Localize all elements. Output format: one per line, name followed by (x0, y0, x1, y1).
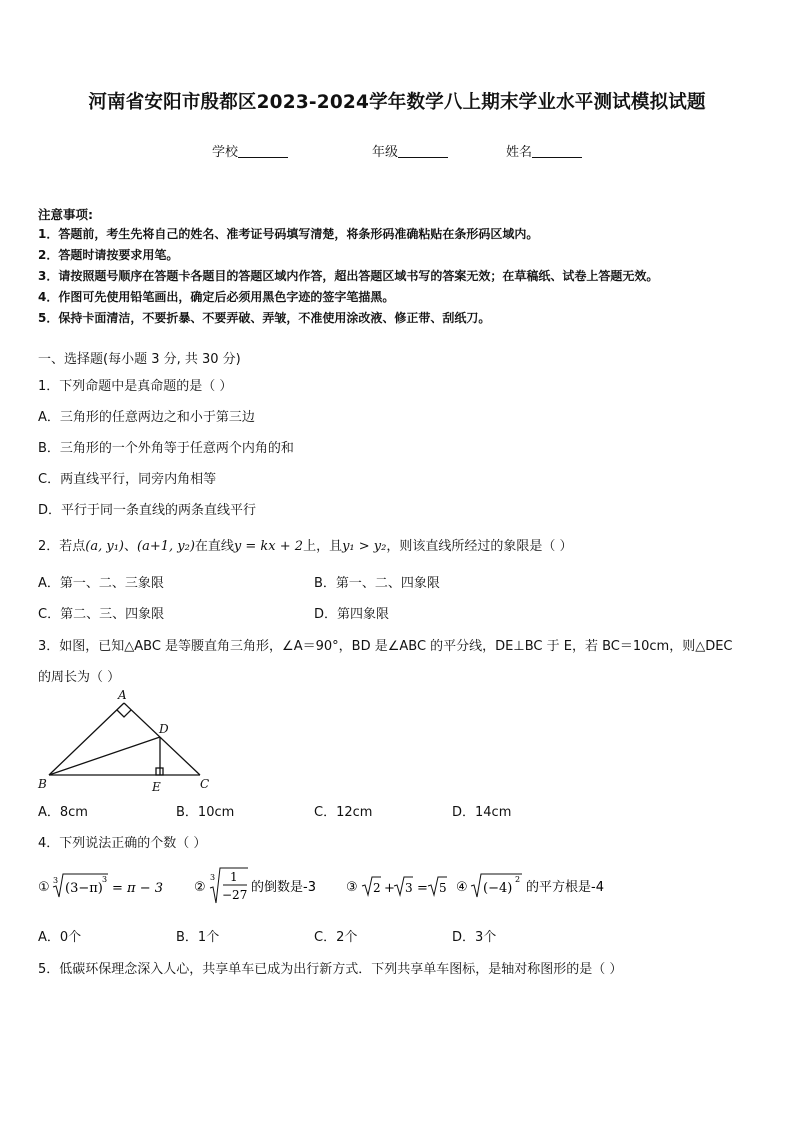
triangle-diagram (36, 686, 214, 796)
q2-line-equation: y = kx + 2 (233, 539, 304, 554)
name-blank[interactable] (532, 145, 582, 158)
q2-option-d[interactable]: D．第四象限 (314, 607, 390, 622)
q2-point-1: (a, y₁) (85, 539, 124, 554)
q3-stem-line-2: 的周长为（ ） (38, 670, 121, 685)
q4-statement-4 (456, 866, 636, 906)
q1-option-d[interactable]: D．平行于同一条直线的两条直线平行 (38, 503, 257, 518)
q4-statement-4-formula (456, 866, 636, 906)
name-label: 姓名 (506, 145, 533, 160)
q4-mark-1: ① (38, 880, 50, 895)
notice-item: 4．作图可先使用铅笔画出，确定后必须用黑色字迹的签字笔描黑。 (38, 290, 395, 304)
q2-point-2: (a+1, y₂) (137, 539, 195, 554)
q2-number: 2．若点 (38, 539, 86, 554)
q3-option-b[interactable]: B．10cm (176, 805, 235, 820)
q4-e1-index: 3 (53, 876, 59, 885)
section-heading: 一、选择题(每小题 3 分, 共 30 分) (38, 352, 241, 367)
page-title: 河南省安阳市殷都区2023-2024学年数学八上期末学业水平测试模拟试题 (88, 92, 706, 113)
q4-e4-text: 的平方根是-4 (526, 880, 604, 895)
grade-blank[interactable] (398, 145, 448, 158)
notice-item: 3．请按照题号顺序在答题卡各题目的答题区域内作答，超出答题区域书写的答案无效；在草稿纸、试卷上答题无效。 (38, 269, 659, 283)
q3-stem-line-1: 3．如图，已知△ABC 是等腰直角三角形，∠A＝90°，BD 是∠ABC 的平分线，DE⊥BC 于 E，若 BC＝10cm，则△DEC (38, 639, 733, 654)
q4-mark-4: ④ (456, 880, 468, 895)
school-blank[interactable] (238, 145, 288, 158)
q4-e3-eq: = (417, 881, 428, 896)
q2-text-2: 上，且 (303, 539, 343, 554)
label-a: A (118, 688, 127, 702)
label-b: B (38, 777, 47, 791)
school-label: 学校 (212, 145, 239, 160)
q2-condition: y₁ > y₂ (342, 539, 387, 554)
notice-item: 5．保持卡面清洁，不要折暴、不要弄破、弄皱，不准使用涂改液、修正带、刮纸刀。 (38, 311, 491, 325)
bisector-bd (49, 737, 160, 775)
q4-e2-text: 的倒数是-3 (251, 880, 316, 895)
q4-statement-1-formula (38, 866, 183, 906)
q3-option-d[interactable]: D．14cm (452, 805, 512, 820)
q2-text-3: ，则该直线所经过的象限是（ ） (386, 539, 573, 554)
label-e: E (152, 780, 161, 794)
q3-option-a[interactable]: A．8cm (38, 805, 88, 820)
q4-statement-1 (38, 866, 183, 906)
q4-e2-index: 3 (210, 873, 216, 882)
q4-statement-2 (194, 866, 334, 906)
notice-item: 2．答题时请按要求用笔。 (38, 248, 179, 262)
q4-option-c[interactable]: C．2个 (314, 930, 358, 945)
q2-text-1: 在直线 (194, 539, 234, 554)
notice-list (38, 224, 658, 329)
right-angle-a (117, 710, 131, 717)
school-field (212, 141, 288, 160)
grade-field (372, 141, 448, 160)
q4-e2-numerator: 1 (230, 870, 238, 884)
label-d: D (159, 722, 169, 736)
q4-option-b[interactable]: B．1个 (176, 930, 220, 945)
side-ab (49, 703, 124, 775)
q4-mark-3: ③ (346, 880, 358, 895)
q4-e3-c: 5 (439, 881, 447, 895)
q1-option-b[interactable]: B．三角形的一个外角等于任意两个内角的和 (38, 441, 294, 456)
q4-e1-rhs: = π − 3 (112, 881, 163, 896)
q4-e2-denominator: −27 (222, 888, 248, 902)
q4-e3-plus: + (384, 881, 395, 896)
side-ac (124, 703, 200, 775)
q2-sep: 、 (124, 539, 138, 554)
q2-stem (38, 535, 573, 554)
q1-stem: 1．下列命题中是真命题的是（ ） (38, 379, 233, 394)
q4-statement-3-formula (346, 866, 456, 906)
q2-option-c[interactable]: C．第二、三、四象限 (38, 607, 165, 622)
q2-option-a[interactable]: A．第一、二、三象限 (38, 576, 164, 591)
q4-mark-2: ② (194, 880, 206, 895)
q2-option-b[interactable]: B．第一、二、四象限 (314, 576, 440, 591)
notice-heading: 注意事项: (38, 207, 93, 222)
notice-item: 1．答题前，考生先将自己的姓名、准考证号码填写清楚，将条形码准确粘贴在条形码区域内。 (38, 227, 539, 241)
grade-label: 年级 (372, 145, 399, 160)
q1-option-c[interactable]: C．两直线平行，同旁内角相等 (38, 472, 217, 487)
label-c: C (200, 777, 210, 791)
q4-stem: 4．下列说法正确的个数（ ） (38, 836, 207, 851)
q4-option-a[interactable]: A．0个 (38, 930, 82, 945)
q4-e1-radicand: (3−π) (65, 881, 103, 896)
q1-option-a[interactable]: A．三角形的任意两边之和小于第三边 (38, 410, 255, 425)
q4-e4-exponent: 2 (515, 875, 521, 884)
q4-statement-3 (346, 866, 456, 906)
q4-e3-a: 2 (373, 881, 381, 895)
q4-option-d[interactable]: D．3个 (452, 930, 497, 945)
name-field (506, 141, 582, 160)
q4-statement-2-formula (194, 866, 334, 906)
q4-e1-exponent: 3 (102, 875, 108, 884)
q4-e3-b: 3 (405, 881, 413, 895)
q4-e4-radicand: (−4) (483, 881, 513, 896)
q3-option-c[interactable]: C．12cm (314, 805, 373, 820)
q5-stem: 5．低碳环保理念深入人心，共享单车已成为出行新方式．下列共享单车图标，是轴对称图形的是（ ） (38, 962, 623, 977)
